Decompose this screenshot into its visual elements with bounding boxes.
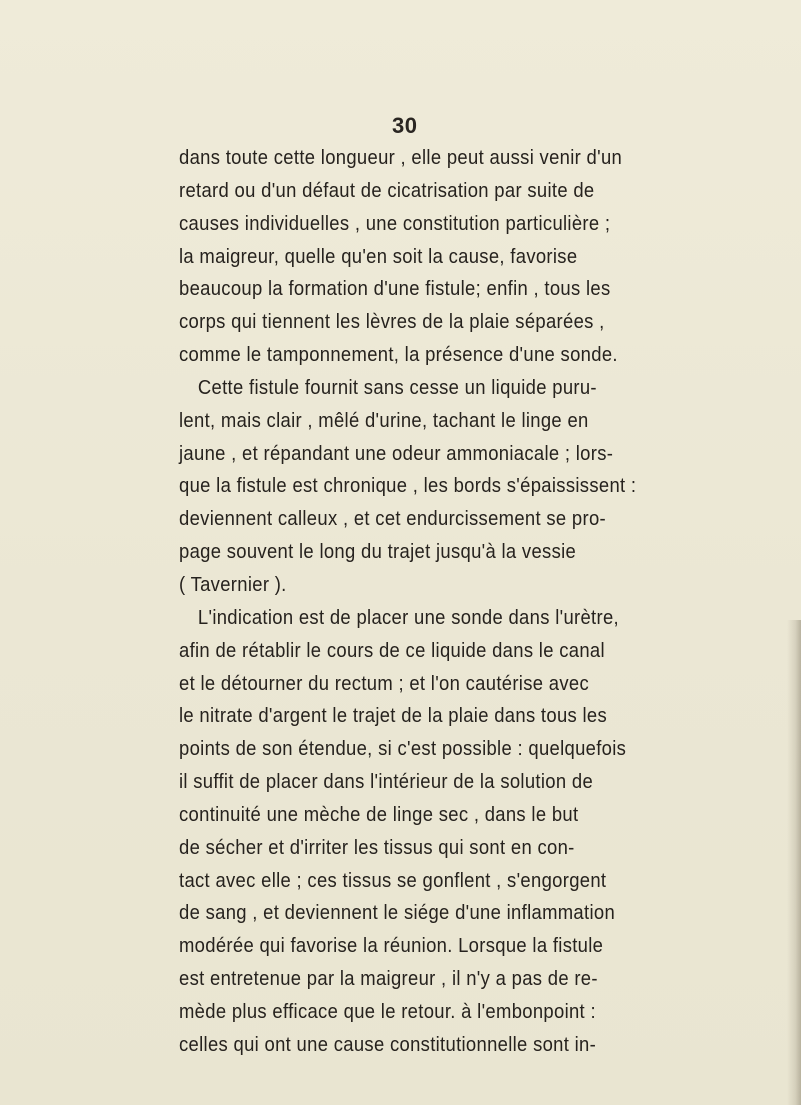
text-line: causes individuelles , une constitution particulière ; (179, 211, 611, 235)
text-line: et le détourner du rectum ; et l'on cautérise avec (179, 671, 590, 695)
text-line: modérée qui favorise la réunion. Lorsque la fistule (179, 934, 604, 958)
text-line: Cette fistule fournit sans cesse un liquide puru- (197, 375, 597, 399)
text-line: corps qui tiennent les lèvres de la plaie séparées , (179, 310, 605, 334)
text-line: que la fistule est chronique , les bords s'épaississent : (179, 474, 637, 498)
text-line: retard ou d'un défaut de cicatrisation par suite de (179, 178, 595, 202)
text-line: comme le tamponnement, la présence d'une sonde. (179, 343, 618, 367)
text-line: jaune , et répandant une odeur ammoniacale ; lors- (179, 441, 614, 465)
text-line: deviennent calleux , et cet endurcissement se pro- (179, 507, 607, 531)
text-line: afin de rétablir le cours de ce liquide dans le canal (179, 638, 605, 662)
text-line: le nitrate d'argent le trajet de la plaie dans tous les (179, 704, 608, 728)
body-text (179, 142, 779, 1062)
text-line: continuité une mèche de linge sec , dans le but (179, 802, 579, 826)
text-line: ( Tavernier ). (179, 572, 287, 596)
text-line: L'indication est de placer une sonde dans l'urètre, (197, 605, 619, 629)
text-line: beaucoup la formation d'une fistule; enfin , tous les (179, 277, 611, 301)
text-line: points de son étendue, si c'est possible : quelquefois (179, 737, 627, 761)
text-line: est entretenue par la maigreur , il n'y a pas de re- (179, 967, 598, 991)
page-number: 30 (392, 113, 418, 138)
text-line: la maigreur, quelle qu'en soit la cause, favorise (179, 244, 578, 268)
text-line: mède plus efficace que le retour. à l'embonpoint : (179, 999, 596, 1023)
text-line: de sécher et d'irriter les tissus qui sont en con- (179, 835, 575, 859)
text-line: de sang , et deviennent le siége d'une inflammation (179, 901, 616, 925)
text-line: page souvent le long du trajet jusqu'à la vessie (179, 540, 577, 564)
text-line: il suffit de placer dans l'intérieur de la solution de (179, 770, 594, 794)
text-line: celles qui ont une cause constitutionnelle sont in- (179, 1032, 597, 1056)
page-edge-shadow (787, 620, 801, 1105)
text-line: lent, mais clair , mêlé d'urine, tachant le linge en (179, 408, 589, 432)
text-line: dans toute cette longueur , elle peut aussi venir d'un (179, 146, 623, 169)
text-line: tact avec elle ; ces tissus se gonflent , s'engorgent (179, 868, 607, 892)
